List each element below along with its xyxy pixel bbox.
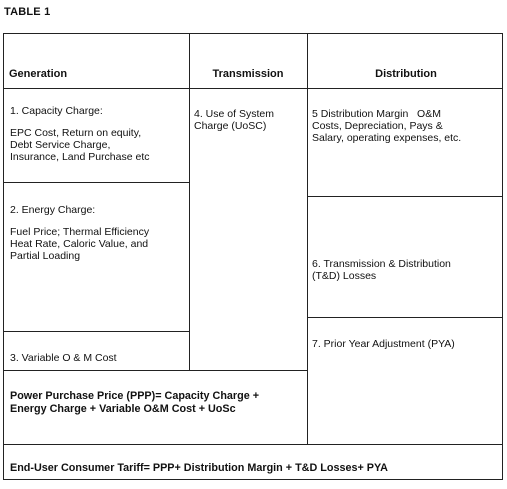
ppp-line: Energy Charge + Variable O&M Cost + UoSc — [10, 403, 236, 415]
margin-line: 5 Distribution Margin O&M — [312, 108, 441, 120]
pya-cell: 7. Prior Year Adjustment (PYA) — [312, 338, 455, 350]
divider-ppp — [4, 370, 308, 371]
energy-charge-title: 2. Energy Charge: — [10, 204, 96, 216]
margin-line: Salary, operating expenses, etc. — [312, 132, 462, 144]
divider-gen-trans — [189, 34, 190, 370]
capacity-charge-title: 1. Capacity Charge: — [10, 105, 103, 117]
margin-line: Costs, Depreciation, Pays & — [312, 120, 443, 132]
tariff-formula: End-User Consumer Tariff= PPP+ Distribution Margin + T&D Losses+ PYA — [10, 462, 388, 474]
distribution-margin-cell — [312, 108, 500, 144]
uosc-line: Charge (UoSC) — [194, 120, 267, 132]
capacity-line: Insurance, Land Purchase etc — [10, 151, 150, 163]
divider-gen-1 — [4, 182, 189, 183]
tariff-table — [3, 33, 503, 480]
capacity-line: EPC Cost, Return on equity, — [10, 127, 142, 139]
energy-line: Partial Loading — [10, 250, 81, 262]
divider-gen-2 — [4, 331, 189, 332]
divider-trans-dist — [307, 34, 308, 444]
capacity-charge-cell — [10, 105, 186, 163]
header-transmission: Transmission — [212, 68, 284, 80]
variable-om-cell: 3. Variable O & M Cost — [10, 352, 117, 364]
energy-line: Heat Rate, Caloric Value, and — [10, 238, 149, 250]
ppp-line: Power Purchase Price (PPP)= Capacity Charge + — [10, 390, 260, 402]
uosc-cell — [194, 108, 304, 132]
ppp-formula — [10, 390, 306, 416]
td-losses-cell — [312, 258, 500, 282]
divider-tariff — [4, 444, 502, 445]
header-distribution: Distribution — [375, 68, 437, 80]
uosc-line: 4. Use of System — [194, 108, 274, 120]
divider-header — [4, 88, 502, 89]
header-generation: Generation — [9, 68, 68, 80]
energy-line: Fuel Price; Thermal Efficiency — [10, 226, 150, 238]
capacity-line: Debt Service Charge, — [10, 139, 111, 151]
td-line: 6. Transmission & Distribution — [312, 258, 451, 270]
table-caption: TABLE 1 — [4, 6, 51, 18]
energy-charge-cell — [10, 204, 186, 262]
td-line: (T&D) Losses — [312, 270, 377, 282]
divider-dist-2 — [307, 317, 502, 318]
divider-dist-1 — [307, 196, 502, 197]
